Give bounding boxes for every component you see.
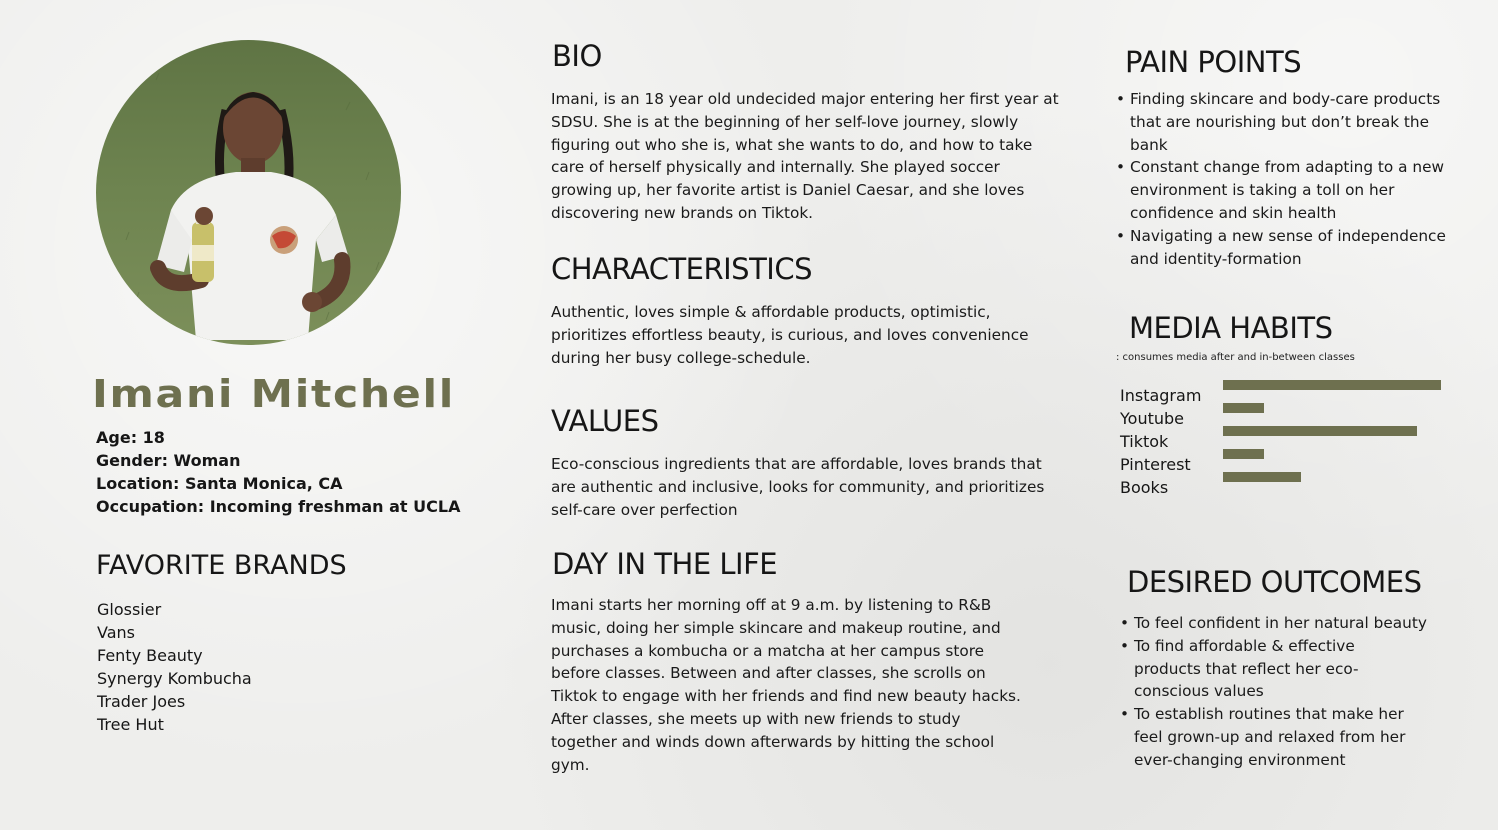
brand-item: Glossier — [97, 600, 162, 619]
favorite-brands-heading: FAVORITE BRANDS — [96, 550, 347, 581]
values-text: Eco-conscious ingredients that are affordable, loves brands that are authentic and inclusive, looks for community, and prioritizes self-care over perfection — [551, 455, 1045, 519]
brand-item: Vans — [97, 623, 135, 642]
media-bar-tiktok — [1223, 426, 1417, 436]
pain-point-item: • Finding skincare and body-care products that are nourishing but don’t break the bank — [1114, 88, 1474, 156]
favorite-brands-list — [97, 598, 252, 736]
media-bar-instagram — [1223, 380, 1441, 390]
media-bar-youtube — [1223, 403, 1264, 413]
media-label: Instagram — [1120, 386, 1202, 405]
outcome-item: • To establish routines that make her feel grown-up and relaxed from her ever-changing environment — [1118, 703, 1458, 771]
pain-points-heading: PAIN POINTS — [1125, 45, 1302, 79]
desired-outcomes-list — [1118, 612, 1458, 772]
gender-text: Gender: Woman — [96, 451, 241, 470]
outcome-item: • To feel confident in her natural beauty — [1118, 612, 1458, 635]
pain-points-list — [1114, 88, 1474, 270]
media-bar-books — [1223, 472, 1301, 482]
location-text: Location: Santa Monica, CA — [96, 474, 343, 493]
bio-text: Imani, is an 18 year old undecided major entering her first year at SDSU. She is at the beginning of her self-love journey, slowly figuring out who she is, what she wants to do, and how to take care of herself physically and internally. She played soccer growing up, her favorite artist is Daniel Caesar, and she loves discovering new brands on Tiktok. — [551, 90, 1059, 222]
day-in-life-text: Imani starts her morning off at 9 a.m. by listening to R&B music, doing her simple skincare and makeup routine, and purchases a kombucha or a matcha at her campus store before classes. Between and after classes, she scrolls on Tiktok to engage with her friends and find new beauty hacks. After classes, she meets up with new friends to study together and winds down afterwards by hitting the school gym. — [551, 596, 1021, 774]
brand-item: Trader Joes — [97, 692, 186, 711]
media-habits-subtitle: : consumes media after and in-between classes — [1116, 352, 1355, 363]
brand-item: Synergy Kombucha — [97, 669, 252, 688]
characteristics-heading: CHARACTERISTICS — [551, 252, 813, 286]
occupation-text: Occupation: Incoming freshman at UCLA — [96, 497, 461, 516]
media-habits-heading: MEDIA HABITS — [1129, 311, 1333, 345]
profile-photo — [96, 40, 401, 345]
media-label: Books — [1120, 478, 1169, 497]
brand-item: Fenty Beauty — [97, 646, 203, 665]
desired-outcomes-heading: DESIRED OUTCOMES — [1127, 565, 1422, 599]
values-heading: VALUES — [551, 404, 659, 438]
media-labels — [1120, 384, 1201, 499]
pain-point-item: • Constant change from adapting to a new environment is taking a toll on her confidence and skin health — [1114, 156, 1474, 224]
characteristics-text: Authentic, loves simple & affordable products, optimistic, prioritizes effortless beauty, is curious, and loves convenience during her busy college-schedule. — [551, 303, 1029, 367]
pain-point-item: • Navigating a new sense of independence and identity-formation — [1114, 225, 1474, 271]
persona-name: Imani Mitchell — [92, 372, 455, 416]
media-label: Youtube — [1120, 409, 1184, 428]
demographics — [96, 426, 460, 518]
outcome-item: • To find affordable & effective products that reflect her eco- conscious values — [1118, 635, 1458, 703]
media-label: Tiktok — [1120, 432, 1169, 451]
media-bar-pinterest — [1223, 449, 1264, 459]
day-in-life-heading: DAY IN THE LIFE — [552, 547, 778, 581]
media-label: Pinterest — [1120, 455, 1191, 474]
bio-heading: BIO — [552, 39, 602, 73]
age-text: Age: 18 — [96, 428, 165, 447]
brand-item: Tree Hut — [97, 715, 164, 734]
